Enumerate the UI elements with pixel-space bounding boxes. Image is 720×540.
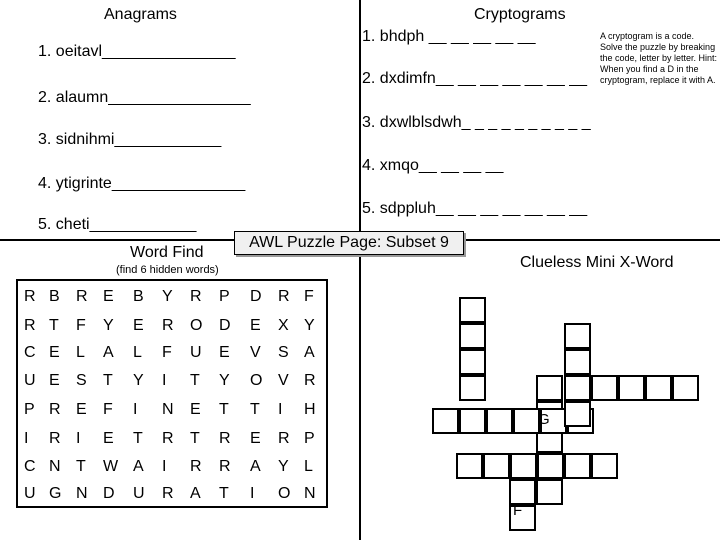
word-find-letter: T <box>250 401 260 418</box>
crossword-title: Clueless Mini X-Word <box>520 254 674 271</box>
crossword-cell[interactable] <box>591 453 618 479</box>
word-find-letter: N <box>304 485 316 502</box>
word-find-letter: B <box>49 288 60 305</box>
word-find-letter: W <box>103 458 119 475</box>
word-find-letter: T <box>76 458 86 475</box>
crossword-cell[interactable] <box>432 408 459 434</box>
word-find-letter: R <box>219 458 231 475</box>
word-find-letter: E <box>103 430 114 447</box>
word-find-letter: D <box>250 288 262 305</box>
word-find-letter: C <box>24 344 36 361</box>
word-find-letter: E <box>49 344 60 361</box>
crossword-cell[interactable] <box>672 375 699 401</box>
word-find-letter: R <box>219 430 231 447</box>
word-find-letter: D <box>219 317 231 334</box>
word-find-letter: T <box>219 485 229 502</box>
word-find-letter: I <box>24 430 29 447</box>
crossword-cell[interactable] <box>483 453 510 479</box>
word-find-letter: R <box>162 317 174 334</box>
crossword-cell[interactable] <box>564 349 591 375</box>
word-find-letter: R <box>162 430 174 447</box>
word-find-letter: R <box>24 288 36 305</box>
word-find-letter: A <box>133 458 144 475</box>
word-find-letter: A <box>190 485 201 502</box>
word-find-letter: R <box>304 372 316 389</box>
word-find-letter: A <box>304 344 315 361</box>
word-find-letter: Y <box>278 458 289 475</box>
word-find-letter: Y <box>162 288 173 305</box>
word-find-letter: I <box>250 485 255 502</box>
anagram-item-2: 2. alaumn________________ <box>38 89 251 106</box>
word-find-letter: V <box>278 372 289 389</box>
word-find-letter: T <box>103 372 113 389</box>
word-find-letter: U <box>24 372 36 389</box>
cryptogram-item-2: 2. dxdimfn__ __ __ __ __ __ __ <box>362 70 588 87</box>
word-find-letter: E <box>250 430 261 447</box>
crossword-cell[interactable] <box>456 453 483 479</box>
anagram-item-3: 3. sidnihmi____________ <box>38 131 222 148</box>
word-find-letter: Y <box>304 317 315 334</box>
anagram-item-1: 1. oeitavl_______________ <box>38 43 236 60</box>
crossword-cell[interactable] <box>564 453 591 479</box>
word-find-letter: U <box>24 485 36 502</box>
word-find-letter: I <box>278 401 283 418</box>
word-find-letter: C <box>24 458 36 475</box>
crossword-cell[interactable] <box>537 453 564 479</box>
crossword-cell[interactable] <box>536 375 563 401</box>
word-find-letter: F <box>304 288 314 305</box>
word-find-letter: Y <box>219 372 230 389</box>
word-find-letter: V <box>250 344 261 361</box>
word-find-letter: R <box>162 485 174 502</box>
word-find-letter: P <box>24 401 35 418</box>
word-find-letter: E <box>250 317 261 334</box>
word-find-letter: T <box>133 430 143 447</box>
word-find-letter: B <box>133 288 144 305</box>
word-find-letter: L <box>133 344 142 361</box>
word-find-letter: T <box>219 401 229 418</box>
word-find-letter: E <box>49 372 60 389</box>
word-find-letter: G <box>49 485 62 502</box>
cryptogram-item-5: 5. sdppluh__ __ __ __ __ __ __ <box>362 200 588 217</box>
word-find-letter: R <box>49 430 61 447</box>
crossword-cell[interactable] <box>486 408 513 434</box>
word-find-letter: I <box>133 401 138 418</box>
word-find-letter: F <box>162 344 172 361</box>
word-find-letter: H <box>304 401 316 418</box>
word-find-letter: I <box>162 372 167 389</box>
cryptograms-title: Cryptograms <box>474 6 566 23</box>
crossword-cell[interactable] <box>564 375 591 401</box>
word-find-letter: P <box>219 288 230 305</box>
crossword-cell[interactable] <box>591 375 618 401</box>
anagram-item-4: 4. ytigrinte_______________ <box>38 175 246 192</box>
crossword-letter: F <box>513 502 523 519</box>
word-find-letter: I <box>76 430 81 447</box>
crossword-cell[interactable] <box>564 401 591 427</box>
word-find-letter: T <box>190 430 200 447</box>
crossword-cell[interactable] <box>564 323 591 349</box>
crossword-cell[interactable] <box>645 375 672 401</box>
crossword-cell[interactable] <box>459 323 486 349</box>
cryptogram-hint-note: A cryptogram is a code. Solve the puzzle by breaking the code, letter by letter. Hint: When you find a D in the cryptogram, replace it with A. <box>600 31 718 85</box>
word-find-title: Word Find <box>130 244 204 261</box>
word-find-letter: I <box>162 458 167 475</box>
word-find-letter: R <box>190 458 202 475</box>
word-find-letter: A <box>250 458 261 475</box>
word-find-letter: Y <box>103 317 114 334</box>
word-find-letter: D <box>103 485 115 502</box>
word-find-letter: R <box>24 317 36 334</box>
crossword-cell[interactable] <box>510 453 537 479</box>
crossword-cell[interactable] <box>459 408 486 434</box>
word-find-letter: N <box>162 401 174 418</box>
word-find-grid <box>16 279 328 508</box>
word-find-letter: X <box>278 317 289 334</box>
word-find-letter: E <box>190 401 201 418</box>
word-find-letter: O <box>278 485 291 502</box>
anagram-item-5: 5. cheti____________ <box>38 216 197 233</box>
word-find-letter: N <box>76 485 88 502</box>
word-find-letter: U <box>133 485 145 502</box>
word-find-letter: A <box>103 344 114 361</box>
cryptogram-item-4: 4. xmqo__ __ __ __ <box>362 157 504 174</box>
word-find-letter: E <box>133 317 144 334</box>
word-find-letter: F <box>76 317 86 334</box>
word-find-letter: F <box>103 401 113 418</box>
word-find-letter: U <box>190 344 202 361</box>
crossword-cell[interactable] <box>513 408 540 434</box>
word-find-letter: L <box>76 344 85 361</box>
crossword-cell[interactable] <box>459 349 486 375</box>
word-find-letter: S <box>76 372 87 389</box>
page-title-banner: AWL Puzzle Page: Subset 9 <box>234 231 464 255</box>
word-find-letter: R <box>76 288 88 305</box>
crossword-cell[interactable] <box>536 479 563 505</box>
word-find-letter: T <box>49 317 59 334</box>
word-find-letter: Y <box>133 372 144 389</box>
word-find-letter: E <box>76 401 87 418</box>
word-find-letter: E <box>219 344 230 361</box>
word-find-letter: T <box>190 372 200 389</box>
word-find-letter: P <box>304 430 315 447</box>
word-find-letter: E <box>103 288 114 305</box>
vertical-divider <box>359 0 361 540</box>
word-find-subtitle: (find 6 hidden words) <box>116 264 219 276</box>
word-find-letter: R <box>278 288 290 305</box>
crossword-letter: G <box>538 411 550 428</box>
cryptogram-item-3: 3. dxwlblsdwh_ _ _ _ _ _ _ _ _ _ <box>362 114 591 131</box>
word-find-letter: R <box>49 401 61 418</box>
word-find-letter: N <box>49 458 61 475</box>
word-find-letter: R <box>190 288 202 305</box>
word-find-letter: S <box>278 344 289 361</box>
word-find-letter: L <box>304 458 313 475</box>
word-find-letter: R <box>278 430 290 447</box>
word-find-letter: O <box>190 317 203 334</box>
word-find-letter: O <box>250 372 263 389</box>
cryptogram-item-1: 1. bhdph __ __ __ __ __ <box>362 28 536 45</box>
anagrams-title: Anagrams <box>104 6 177 23</box>
crossword-cell[interactable] <box>618 375 645 401</box>
crossword-cell[interactable] <box>459 297 486 323</box>
crossword-cell[interactable] <box>459 375 486 401</box>
